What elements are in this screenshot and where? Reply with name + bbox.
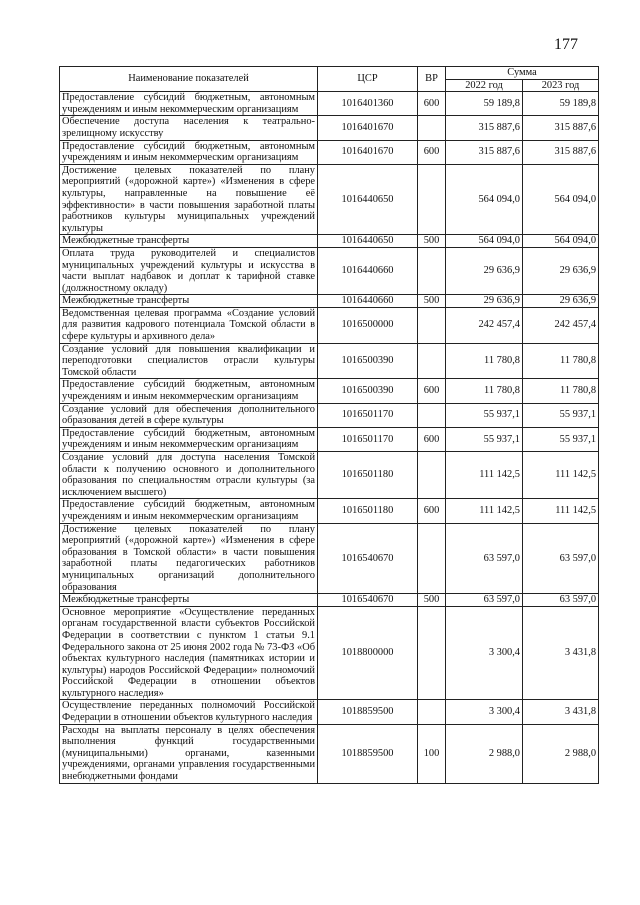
row-name-cell: Основное мероприятие «Осуществление переданных органам государственной власти субъектов Российской Федерации в соответствии с пунктом 1 статьи 9.1 Федерального закона от 25 июня 2002 года № 73-ФЗ «Об объектах культурного наследия (памятниках истории и культуры) народов Российской Федерации» полномочий Российской Федерации в отношении объектов культурного наследия» [60,606,318,700]
row-2022-cell: 11 780,8 [446,343,523,379]
row-csr-cell: 1016540670 [318,594,418,607]
row-name-cell: Ведомственная целевая программа «Создание условий для развития кадрового потенциала Томской области в сфере культуры и архивного дела» [60,307,318,343]
row-vr-cell [418,452,446,499]
row-vr-cell [418,523,446,594]
row-2022-cell: 111 142,5 [446,452,523,499]
row-2023-cell: 55 937,1 [523,403,599,427]
row-vr-cell [418,116,446,140]
row-name-cell: Расходы на выплаты персоналу в целях обеспечения выполнения функций государственными (муниципальными) органами, казенными учреждениями, органами управления государственными внебюджетными фондами [60,724,318,783]
table-row [60,116,599,140]
table-row [60,452,599,499]
row-2022-cell: 55 937,1 [446,403,523,427]
row-name-cell: Создание условий для доступа населения Томской области к получению основного и дополнительного образования по специальностям отрасли культуры (за исключением высшего) [60,452,318,499]
row-name-cell: Достижение целевых показателей по плану мероприятий («дорожной карте») «Изменения в сфере образования в Томской области» в части повышения заработной платы педагогических работников муниципальных организаций дополнительного образования [60,523,318,594]
row-csr-cell: 1016500000 [318,307,418,343]
row-csr-cell: 1016540670 [318,523,418,594]
row-2022-cell: 3 300,4 [446,700,523,724]
row-2022-cell: 564 094,0 [446,235,523,248]
row-2022-cell: 3 300,4 [446,606,523,700]
table-row [60,140,599,164]
row-name-cell: Оплата труда руководителей и специалистов муниципальных учреждений культуры и искусства в части выплат надбавок и доплат к тарифной ставке (должностному окладу) [60,247,318,294]
row-vr-cell: 500 [418,594,446,607]
table-row [60,403,599,427]
row-name-cell: Предоставление субсидий бюджетным, автономным учреждениям и иным некоммерческим организациям [60,499,318,523]
row-vr-cell [418,403,446,427]
table-row [60,700,599,724]
row-csr-cell: 1016501170 [318,403,418,427]
row-vr-cell: 600 [418,499,446,523]
row-csr-cell: 1016500390 [318,379,418,403]
row-2023-cell: 59 189,8 [523,92,599,116]
row-2022-cell: 59 189,8 [446,92,523,116]
row-2023-cell: 11 780,8 [523,343,599,379]
row-vr-cell: 100 [418,724,446,783]
page-number: 177 [554,36,578,53]
row-csr-cell: 1016501180 [318,499,418,523]
row-name-cell: Создание условий для обеспечения дополнительного образования детей в сфере культуры [60,403,318,427]
header-sum: Сумма [446,67,599,80]
table-row [60,235,599,248]
row-2022-cell: 111 142,5 [446,499,523,523]
row-2023-cell: 111 142,5 [523,452,599,499]
row-name-cell: Предоставление субсидий бюджетным, автономным учреждениям и иным некоммерческим организациям [60,379,318,403]
budget-table [59,66,599,784]
table-row [60,523,599,594]
row-2022-cell: 2 988,0 [446,724,523,783]
row-2022-cell: 29 636,9 [446,247,523,294]
row-csr-cell: 1018859500 [318,700,418,724]
row-2023-cell: 564 094,0 [523,164,599,235]
row-vr-cell: 600 [418,140,446,164]
header-name: Наименование показателей [60,67,318,92]
row-vr-cell [418,343,446,379]
row-csr-cell: 1016401360 [318,92,418,116]
row-name-cell: Осуществление переданных полномочий Российской Федерации в отношении объектов культурного наследия [60,700,318,724]
row-csr-cell: 1016501180 [318,452,418,499]
row-vr-cell [418,164,446,235]
table-row [60,307,599,343]
row-2022-cell: 63 597,0 [446,594,523,607]
row-2023-cell: 315 887,6 [523,140,599,164]
row-csr-cell: 1016440650 [318,235,418,248]
row-2023-cell: 63 597,0 [523,523,599,594]
row-2023-cell: 11 780,8 [523,379,599,403]
row-name-cell: Предоставление субсидий бюджетным, автономным учреждениям и иным некоммерческим организациям [60,427,318,451]
table-body [60,92,599,783]
row-vr-cell [418,606,446,700]
row-csr-cell: 1016501170 [318,427,418,451]
row-csr-cell: 1016401670 [318,116,418,140]
row-name-cell: Предоставление субсидий бюджетным, автономным учреждениям и иным некоммерческим организациям [60,140,318,164]
row-vr-cell: 500 [418,295,446,308]
table-row [60,379,599,403]
row-2022-cell: 29 636,9 [446,295,523,308]
row-2023-cell: 242 457,4 [523,307,599,343]
row-csr-cell: 1016401670 [318,140,418,164]
row-2023-cell: 3 431,8 [523,606,599,700]
row-2022-cell: 242 457,4 [446,307,523,343]
row-name-cell: Предоставление субсидий бюджетным, автономным учреждениям и иным некоммерческим организациям [60,92,318,116]
row-csr-cell: 1016500390 [318,343,418,379]
table-row [60,295,599,308]
row-2023-cell: 564 094,0 [523,235,599,248]
header-year-2023: 2023 год [523,79,599,92]
row-csr-cell: 1016440650 [318,164,418,235]
table-row [60,164,599,235]
header-vr: ВР [418,67,446,92]
row-2022-cell: 11 780,8 [446,379,523,403]
header-year-2022: 2022 год [446,79,523,92]
row-vr-cell: 600 [418,379,446,403]
table-row [60,247,599,294]
table-row [60,343,599,379]
row-vr-cell: 500 [418,235,446,248]
row-2022-cell: 315 887,6 [446,140,523,164]
row-vr-cell [418,307,446,343]
row-vr-cell [418,700,446,724]
table-header [60,67,599,92]
row-vr-cell: 600 [418,427,446,451]
row-2022-cell: 63 597,0 [446,523,523,594]
row-csr-cell: 1016440660 [318,295,418,308]
table-row [60,499,599,523]
row-name-cell: Создание условий для повышения квалификации и переподготовки специалистов отрасли культуры Томской области [60,343,318,379]
row-name-cell: Обеспечение доступа населения к театрально-зрелищному искусству [60,116,318,140]
table-row [60,427,599,451]
row-2022-cell: 564 094,0 [446,164,523,235]
row-name-cell: Достижение целевых показателей по плану мероприятий («дорожной карте») «Изменения в сфере культуры, направленные на повышение её эффективности» в части повышения заработной платы работников культуры муниципальных учреждений культуры [60,164,318,235]
table-row [60,724,599,783]
row-name-cell: Межбюджетные трансферты [60,295,318,308]
table-row [60,594,599,607]
row-2022-cell: 55 937,1 [446,427,523,451]
row-vr-cell: 600 [418,92,446,116]
row-2023-cell: 63 597,0 [523,594,599,607]
row-2022-cell: 315 887,6 [446,116,523,140]
row-2023-cell: 111 142,5 [523,499,599,523]
row-2023-cell: 2 988,0 [523,724,599,783]
table-row [60,92,599,116]
row-csr-cell: 1016440660 [318,247,418,294]
header-csr: ЦСР [318,67,418,92]
row-name-cell: Межбюджетные трансферты [60,594,318,607]
row-2023-cell: 29 636,9 [523,247,599,294]
table-row [60,606,599,700]
row-2023-cell: 29 636,9 [523,295,599,308]
row-csr-cell: 1018800000 [318,606,418,700]
row-2023-cell: 55 937,1 [523,427,599,451]
row-2023-cell: 3 431,8 [523,700,599,724]
row-csr-cell: 1018859500 [318,724,418,783]
row-name-cell: Межбюджетные трансферты [60,235,318,248]
row-2023-cell: 315 887,6 [523,116,599,140]
row-vr-cell [418,247,446,294]
